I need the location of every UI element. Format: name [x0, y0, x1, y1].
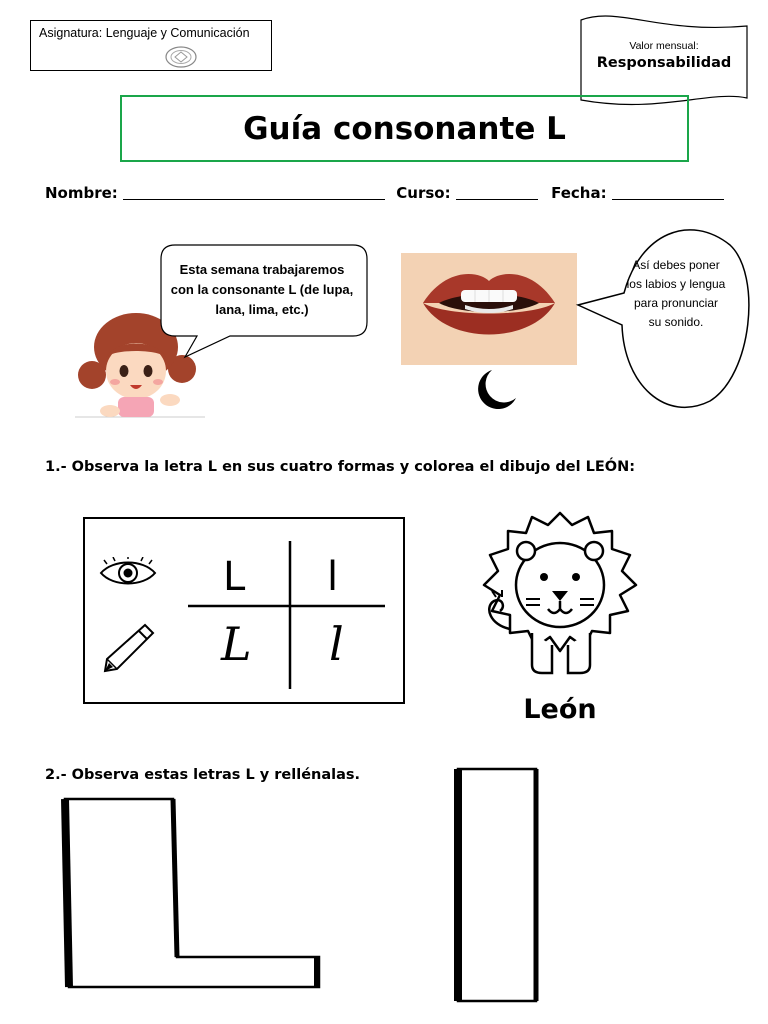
page-title: Guía consonante L: [243, 110, 566, 147]
subject-box: [30, 20, 272, 71]
letter-grid: [85, 519, 403, 702]
speech-bubble-left: [155, 240, 375, 360]
exercise2-instruction: 2.- Observa estas letras L y rellénalas.: [45, 767, 361, 783]
eye-icon: [99, 557, 157, 589]
lips-instruction-text: Así debes poner los labios y lengua para pronunciar su sonido.: [626, 258, 726, 329]
lips-image: [401, 253, 577, 365]
course-blank[interactable]: [456, 185, 538, 200]
speech-bubble-right: [570, 215, 755, 415]
lion-label: León: [523, 694, 597, 725]
value-label: Valor mensual:: [629, 40, 699, 52]
script-lowercase-l: l: [329, 617, 344, 671]
school-logo-icon: [164, 45, 198, 69]
lowercase-l-outline[interactable]: [450, 765, 545, 1005]
course-label: Curso:: [396, 184, 451, 202]
print-lowercase-l: l: [327, 554, 339, 600]
tongue-position-icon: [470, 368, 520, 413]
name-blank[interactable]: [123, 185, 385, 200]
print-uppercase-l: L: [223, 554, 246, 600]
lion-drawing[interactable]: [470, 505, 650, 685]
name-label: Nombre:: [45, 184, 118, 202]
letter-forms-table: [83, 517, 405, 704]
uppercase-l-outline[interactable]: [55, 795, 330, 995]
exercise1-instruction: 1.- Observa la letra L en sus cuatro formas y colorea el dibujo del LEÓN:: [45, 459, 636, 475]
script-uppercase-l: L: [221, 617, 252, 671]
subject-label: Asignatura: Lenguaje y Comunicación: [39, 26, 250, 40]
pencil-icon: [101, 621, 157, 673]
student-fields: [45, 184, 724, 202]
date-blank[interactable]: [612, 185, 724, 200]
value-name: Responsabilidad: [596, 55, 732, 71]
date-label: Fecha:: [551, 184, 607, 202]
intro-speech-text: Esta semana trabajaremos con la consonante L (de lupa, lana, lima, etc.): [170, 262, 354, 317]
title-box: [120, 95, 689, 162]
